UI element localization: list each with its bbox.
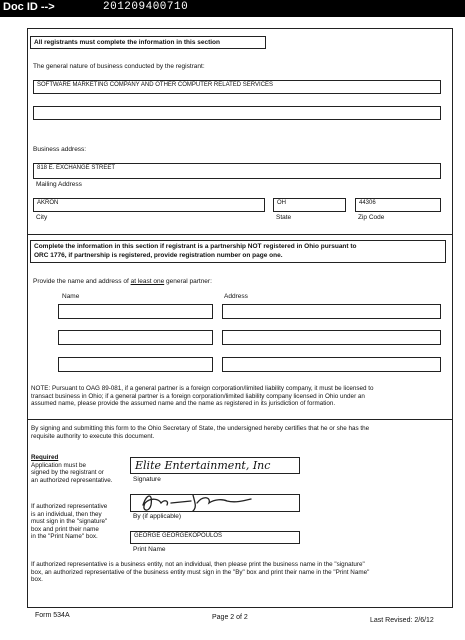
required-text-3: an authorized representative. [31, 476, 113, 484]
provide-prefix: Provide the name and address of [33, 278, 129, 285]
partner-address-field-1[interactable] [222, 304, 441, 319]
if-auth-line-1: If authorized representative [31, 503, 108, 510]
city-label: City [36, 214, 48, 221]
nature-field-2[interactable] [33, 106, 441, 120]
certify-text [31, 425, 451, 440]
partner-address-field-3[interactable] [222, 357, 441, 372]
if-auth-line-3: must sign in the "signature" [31, 518, 108, 525]
partner-name-field-2[interactable] [58, 330, 213, 345]
required-text-1: Application must be [31, 461, 86, 469]
partner-name-column: Name [62, 293, 80, 300]
zip-field[interactable]: 44306 [355, 198, 441, 212]
partner-name-field-1[interactable] [58, 304, 213, 319]
street-field[interactable]: 818 E. EXCHANGE STREET [33, 163, 441, 179]
required-note [31, 454, 126, 484]
section-divider-2 [27, 419, 453, 420]
by-label: By (if applicable) [133, 513, 182, 520]
if-auth-line-4: box and print their name [31, 525, 99, 533]
mailing-address-label: Mailing Address [36, 181, 82, 188]
partner-note [31, 385, 451, 408]
entity-line-2: box, an authorized representative of the business entity must sign in the "By" box and print their name in the "Print Name" [31, 568, 370, 576]
print-name-label: Print Name [133, 546, 166, 553]
section2-heading-line1: Complete the information in this section if registrant is a partnership NOT registered in Ohio pursuant to [34, 243, 357, 250]
zip-label: Zip Code [358, 214, 385, 221]
state-field[interactable]: OH [273, 198, 346, 212]
provide-partner-label [33, 278, 212, 285]
by-field[interactable] [130, 494, 300, 512]
doc-id-value: 201209400710 [103, 1, 189, 13]
partner-address-field-2[interactable] [222, 330, 441, 345]
doc-id-label: Doc ID --> [3, 1, 55, 13]
certify-line-1: By signing and submitting this form to the Ohio Secretary of State, the undersigned hereby certifies that he or she has the [31, 425, 370, 432]
section2-heading-line2: ORC 1776, if partnership is registered, provide registration number on page one. [34, 251, 283, 259]
section1-heading: All registrants must complete the information in this section [30, 36, 266, 49]
entity-line-3: box. [31, 576, 43, 583]
required-label: Required [31, 454, 59, 461]
signature-field[interactable]: Elite Entertainment, Inc [130, 457, 300, 474]
nature-label: The general nature of business conducted by the registrant: [33, 63, 205, 70]
signature-label: Signature [133, 476, 161, 483]
individual-note [31, 503, 129, 541]
partner-address-column: Address [224, 293, 248, 300]
section-divider-1 [27, 234, 453, 235]
certify-line-2: requisite authority to execute this document. [31, 432, 155, 440]
note-line-1: NOTE: Pursuant to OAG 89-081, if a general partner is a foreign corporation/limited liability company, it must be licensed to [31, 385, 374, 392]
note-line-2: transact business in Ohio; if a general partner is a foreign corporation/limited liability company licensed in Ohio under an [31, 392, 365, 400]
note-line-3: assumed name, please provide the assumed name and the name as registered in its jurisdiction of formation. [31, 400, 336, 407]
provide-suffix: general partner: [166, 278, 212, 285]
provide-underlined: at least one [130, 278, 165, 285]
print-name-field[interactable]: GEORGE GEORGEKOPOULOS [130, 531, 300, 544]
city-field[interactable]: AKRON [33, 198, 265, 212]
business-address-label: Business address: [33, 146, 87, 153]
entity-line-1: If authorized representative is a business entity, not an individual, then please print the business name in the "signature" [31, 561, 365, 568]
partner-name-field-3[interactable] [58, 357, 213, 372]
if-auth-line-2: is an individual, then they [31, 510, 102, 518]
handwritten-signature [131, 489, 299, 513]
required-text-2: signed by the registrant or [31, 469, 104, 476]
doc-id-bar [0, 0, 465, 17]
if-auth-line-5: in the "Print Name" box. [31, 533, 98, 540]
last-revised: Last Revised: 2/6/12 [370, 617, 434, 624]
state-label: State [276, 214, 292, 221]
form-number: Form 534A [35, 612, 70, 619]
page-number: Page 2 of 2 [212, 614, 248, 621]
entity-note [31, 561, 451, 584]
nature-field[interactable]: SOFTWARE MARKETING COMPANY AND OTHER COMPUTER RELATED SERVICES [33, 80, 441, 94]
section2-heading [30, 240, 446, 263]
